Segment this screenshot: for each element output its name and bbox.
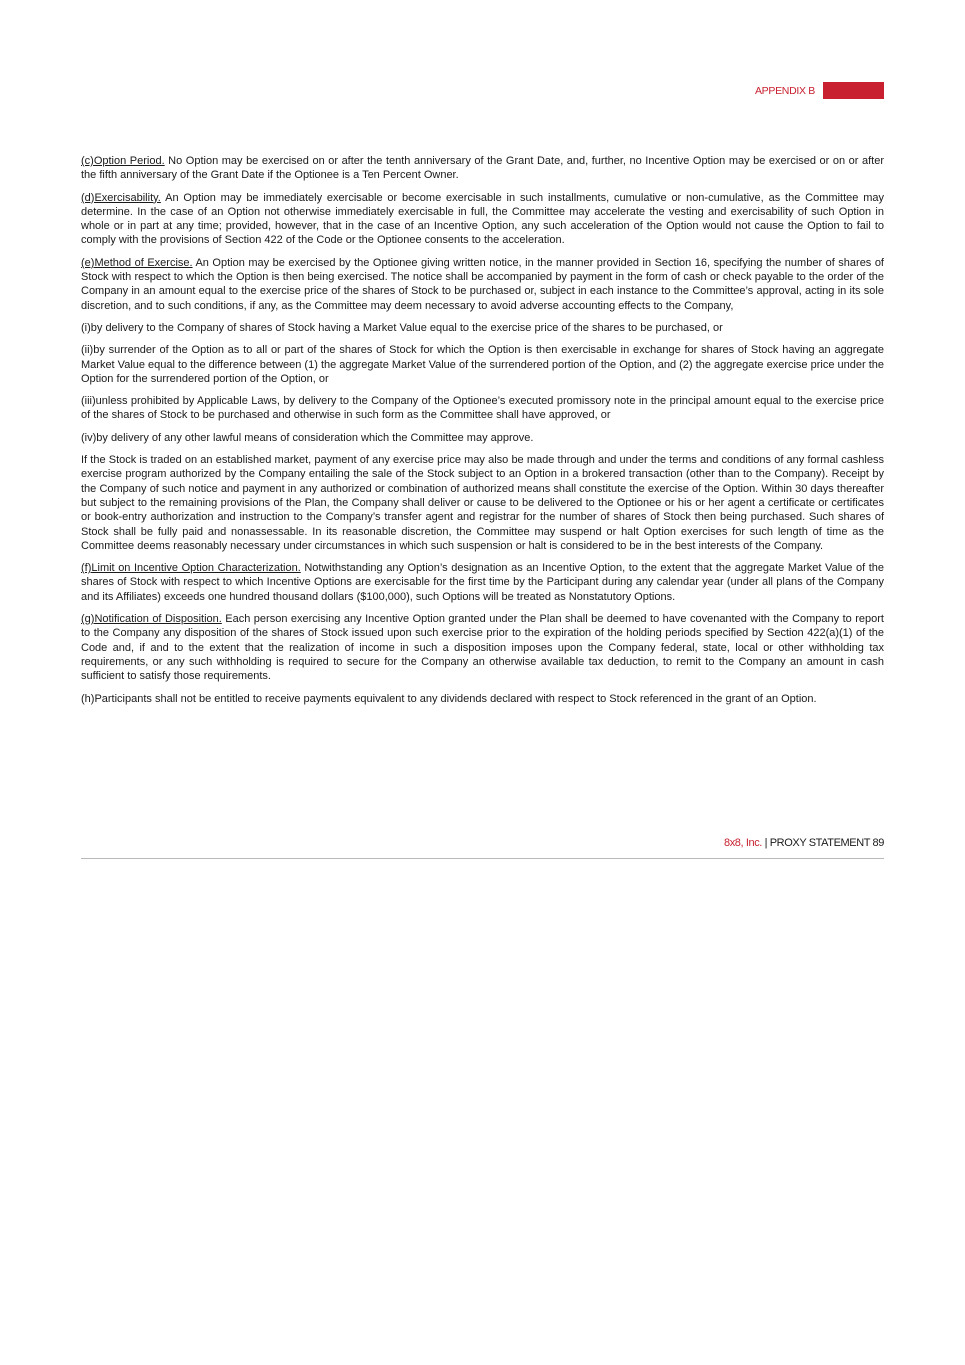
section-text: (i)by delivery to the Company of shares of Stock having a Market Value equal to the exercise price of the shares to be purchased, or	[81, 321, 723, 334]
section-text: An Option may be immediately exercisable or become exercisable in such installments, cumulative or non-cumulative, as the Committee may determine. In the case of an Option not otherwise immediately exercisable in full, the Committee may accelerate the vesting and exercisability of such Option in whole or in part at any time; provided, however, that in the case of an Incentive Option, any such acceleration of the Option would not cause the Option to fail to comply with the provisions of Section 422 of the Code or the Optionee consents to the acceleration.	[81, 191, 884, 247]
paragraph-exercise-option-i	[81, 321, 884, 335]
section-text: Notwithstanding any Option’s designation as an Incentive Option, to the extent that the aggregate Market Value of the shares of Stock with respect to which Incentive Options are exercisable for the first time by the Participant during any calendar year (under all plans of the Company and its Affiliates) exceeds one hundred thousand dollars ($100,000), such Options will be treated as Nonstatutory Options.	[81, 562, 885, 603]
paragraph-option-period	[81, 154, 884, 183]
paragraph-limit-incentive-option	[81, 561, 884, 604]
footer-separator: |	[761, 837, 770, 849]
section-text: (h)Participants shall not be entitled to receive payments equivalent to any dividends declared with respect to Stock referenced in the grant of an Option.	[81, 692, 817, 705]
paragraph-cashless-exercise	[81, 453, 884, 553]
page-footer	[724, 837, 884, 849]
section-text: (iv)by delivery of any other lawful means of consideration which the Committee may approve.	[81, 431, 534, 444]
paragraph-notification-disposition	[81, 612, 884, 683]
paragraph-method-of-exercise	[81, 256, 884, 313]
paragraph-dividends	[81, 692, 884, 706]
footer-divider	[81, 858, 884, 859]
paragraph-exercisability	[81, 191, 884, 248]
section-heading: (g)Notification of Disposition.	[81, 613, 222, 626]
appendix-accent-bar	[823, 82, 884, 99]
section-text: An Option may be exercised by the Optionee giving written notice, in the manner provided in Section 16, specifying the number of shares of Stock with respect to which the Option is then being exercised. The notice shall be accompanied by payment in the form of cash or check payable to the order of the Company in an amount equal to the exercise price of the shares of Stock to be purchased or, subject in each instance to the Committee’s approval, acting in its sole discretion, and to such conditions, if any, as the Committee may deem necessary to avoid adverse accounting effects to the Company,	[81, 256, 884, 312]
section-heading: (c)Option Period.	[81, 155, 165, 167]
appendix-label: APPENDIX B	[754, 84, 815, 97]
appendix-header	[755, 82, 884, 99]
footer-company: 8x8, Inc.	[723, 837, 762, 849]
paragraph-exercise-option-ii	[81, 343, 884, 386]
section-text: No Option may be exercised on or after the tenth anniversary of the Grant Date, and, further, no Incentive Option may be exercised or on or after the fifth anniversary of the Grant Date if the Optionee is a Ten Percent Owner.	[81, 155, 884, 182]
section-heading: (d)Exercisability.	[81, 191, 161, 204]
paragraph-exercise-option-iii	[81, 394, 884, 423]
paragraph-exercise-option-iv	[81, 431, 884, 445]
footer-doc-title: PROXY STATEMENT 89	[769, 837, 884, 849]
section-text: (iii)unless prohibited by Applicable Laws, by delivery to the Company of the Optionee’s executed promissory note in the principal amount equal to the exercise price of the shares of Stock to be purchased and otherwise in such form as the Committee shall have approved, or	[81, 395, 884, 422]
document-body	[81, 154, 884, 714]
section-text: Each person exercising any Incentive Option granted under the Plan shall be deemed to have covenanted with the Company to report to the Company any disposition of the shares of Stock issued upon such exercise prior to the expiration of the holding periods specified by Section 422(a)(1) of the Code and, if and to the extent that the realization of income in such a disposition imposes upon the Company federal, state, local or other withholding tax requirements, or any such withholding is required to secure for the Company an otherwise available tax deduction, to remit to the Company an amount in cash sufficient to satisfy those requirements.	[81, 613, 884, 683]
section-heading: (e)Method of Exercise.	[81, 256, 193, 269]
section-text: If the Stock is traded on an established market, payment of any exercise price may also be made through and under the terms and conditions of any formal cashless exercise program authorized by the Company entailing the sale of the Stock subject to an Option in a brokered transaction (other than to the Company). Receipt by the Company of such notice and payment in any authorized or combination of authorized means shall constitute the exercise of the Option. Within 30 days thereafter but subject to the remaining provisions of the Plan, the Company shall deliver or cause to be delivered to the Optionee or his or her agent a certificate or certificates or book-entry authorization and instruction to the Company’s transfer agent and registrar for the number of shares of Stock then being purchased. Such shares of Stock shall be fully paid and nonassessable. In its reasonable discretion, the Committee may suspend or halt Option exercises for such length of time as the Committee deems reasonably necessary under circumstances in which such suspension or halt is considered to be in the best interests of the Company.	[81, 454, 884, 552]
section-text: (ii)by surrender of the Option as to all or part of the shares of Stock for which the Option is then exercisable in exchange for shares of Stock having an aggregate Market Value equal to the difference between (1) the aggregate Market Value of the surrendered portion of the Option, and (2) the aggregate exercise price under the Option for the surrendered portion of the Option, or	[81, 344, 884, 385]
section-heading: (f)Limit on Incentive Option Characterization.	[81, 562, 301, 575]
